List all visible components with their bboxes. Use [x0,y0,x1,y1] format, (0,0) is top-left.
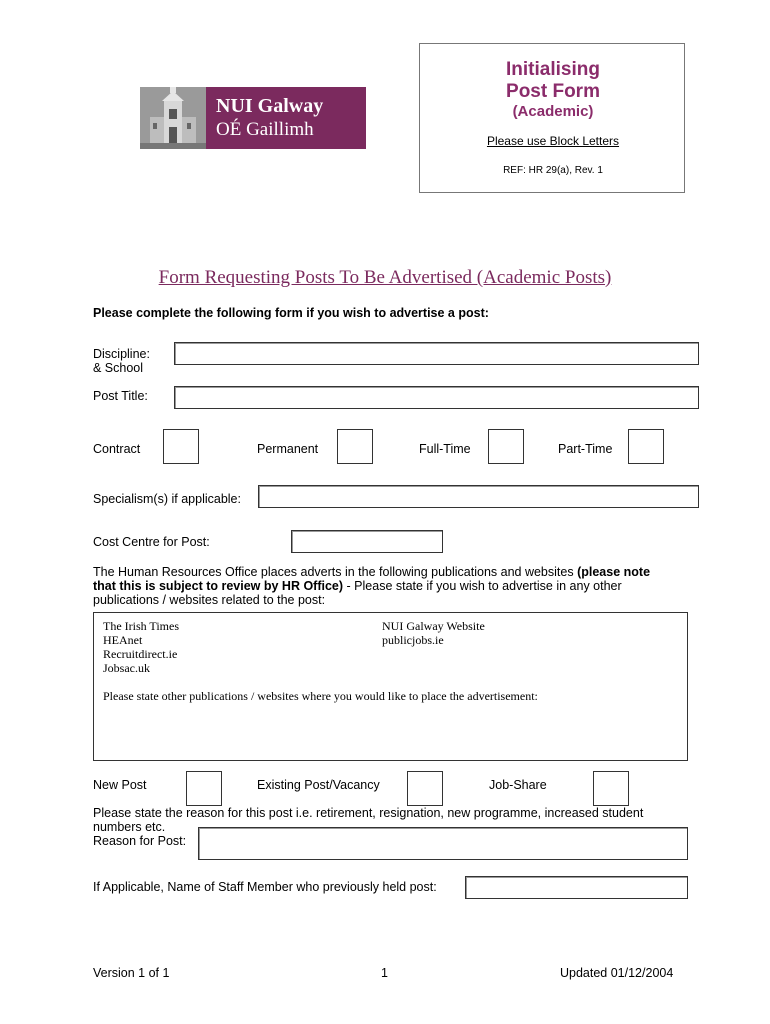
reason-label: Reason for Post: [93,834,187,848]
full-time-checkbox[interactable] [488,429,524,464]
document-title: Form Requesting Posts To Be Advertised (Academic Posts) [158,267,612,288]
part-time-label: Part-Time [558,442,613,456]
publications-text: The Human Resources Office places adverts in the following publications and websites [93,565,574,579]
publication-list-left [103,619,179,675]
logo-text-irish: OÉ Gaillimh [216,119,314,140]
previous-holder-field[interactable] [465,876,688,899]
discipline-field[interactable] [174,342,699,365]
post-title-field[interactable] [174,386,699,409]
reason-field[interactable] [198,827,688,860]
cost-centre-label: Cost Centre for Post: [93,535,210,549]
specialism-label: Specialism(s) if applicable: [93,492,241,506]
footer-version: Version 1 of 1 [93,966,170,980]
publication-item: NUI Galway Website [382,619,485,633]
publication-item: publicjobs.ie [382,633,444,647]
contract-checkbox[interactable] [163,429,199,464]
form-title-line2: Post Form [506,81,600,102]
publications-paragraph-line2 [93,579,622,594]
reason-prompt-line1: Please state the reason for this post i.e. retirement, resignation, new programme, increased student [93,806,644,820]
existing-post-label: Existing Post/Vacancy [257,778,380,792]
publication-item: Jobsac.uk [103,661,150,675]
publications-box[interactable] [93,612,688,761]
post-title-label: Post Title: [93,389,148,403]
contract-label: Contract [93,442,141,456]
previous-holder-label: If Applicable, Name of Staff Member who previously held post: [93,880,437,894]
form-reference: REF: HR 29(a), Rev. 1 [503,165,603,176]
permanent-label: Permanent [257,442,319,456]
publication-item: The Irish Times [103,619,180,633]
specialism-field[interactable] [258,485,699,508]
quadrangle-tower-icon [140,87,206,149]
publication-item: HEAnet [103,633,143,647]
job-share-checkbox[interactable] [593,771,629,806]
publications-text-cont: - Please state if you wish to advertise in any other [343,579,622,593]
block-letters-instruction: Please use Block Letters [486,134,620,148]
reason-prompt-line2: numbers etc. [93,820,166,834]
form-title-line1: Initialising [506,59,600,80]
permanent-checkbox[interactable] [337,429,373,464]
other-publications-prompt: Please state other publications / websites where you would like to place the advertisement: [103,689,538,703]
publication-item: Recruitdirect.ie [103,647,178,661]
publication-list-right [382,619,485,647]
footer-page-number: 1 [381,966,388,980]
part-time-checkbox[interactable] [628,429,664,464]
publications-paragraph-line1 [93,565,650,580]
publications-note: (please note [577,565,651,579]
publications-note-cont: that this is subject to review by HR Office) [93,579,344,593]
logo-text-english: NUI Galway [216,95,324,117]
existing-post-checkbox[interactable] [407,771,443,806]
footer-updated: Updated 01/12/2004 [560,966,674,980]
publications-paragraph-line3: publications / websites related to the post: [93,593,326,607]
form-subtitle: (Academic) [512,103,594,120]
discipline-label: Discipline: [93,347,150,361]
intro-text: Please complete the following form if you wish to advertise a post: [93,306,489,320]
full-time-label: Full-Time [419,442,471,456]
cost-centre-field[interactable] [291,530,443,553]
new-post-label: New Post [93,778,147,792]
job-share-label: Job-Share [489,778,547,792]
school-label: & School [93,361,144,375]
new-post-checkbox[interactable] [186,771,222,806]
header-card [419,43,685,193]
